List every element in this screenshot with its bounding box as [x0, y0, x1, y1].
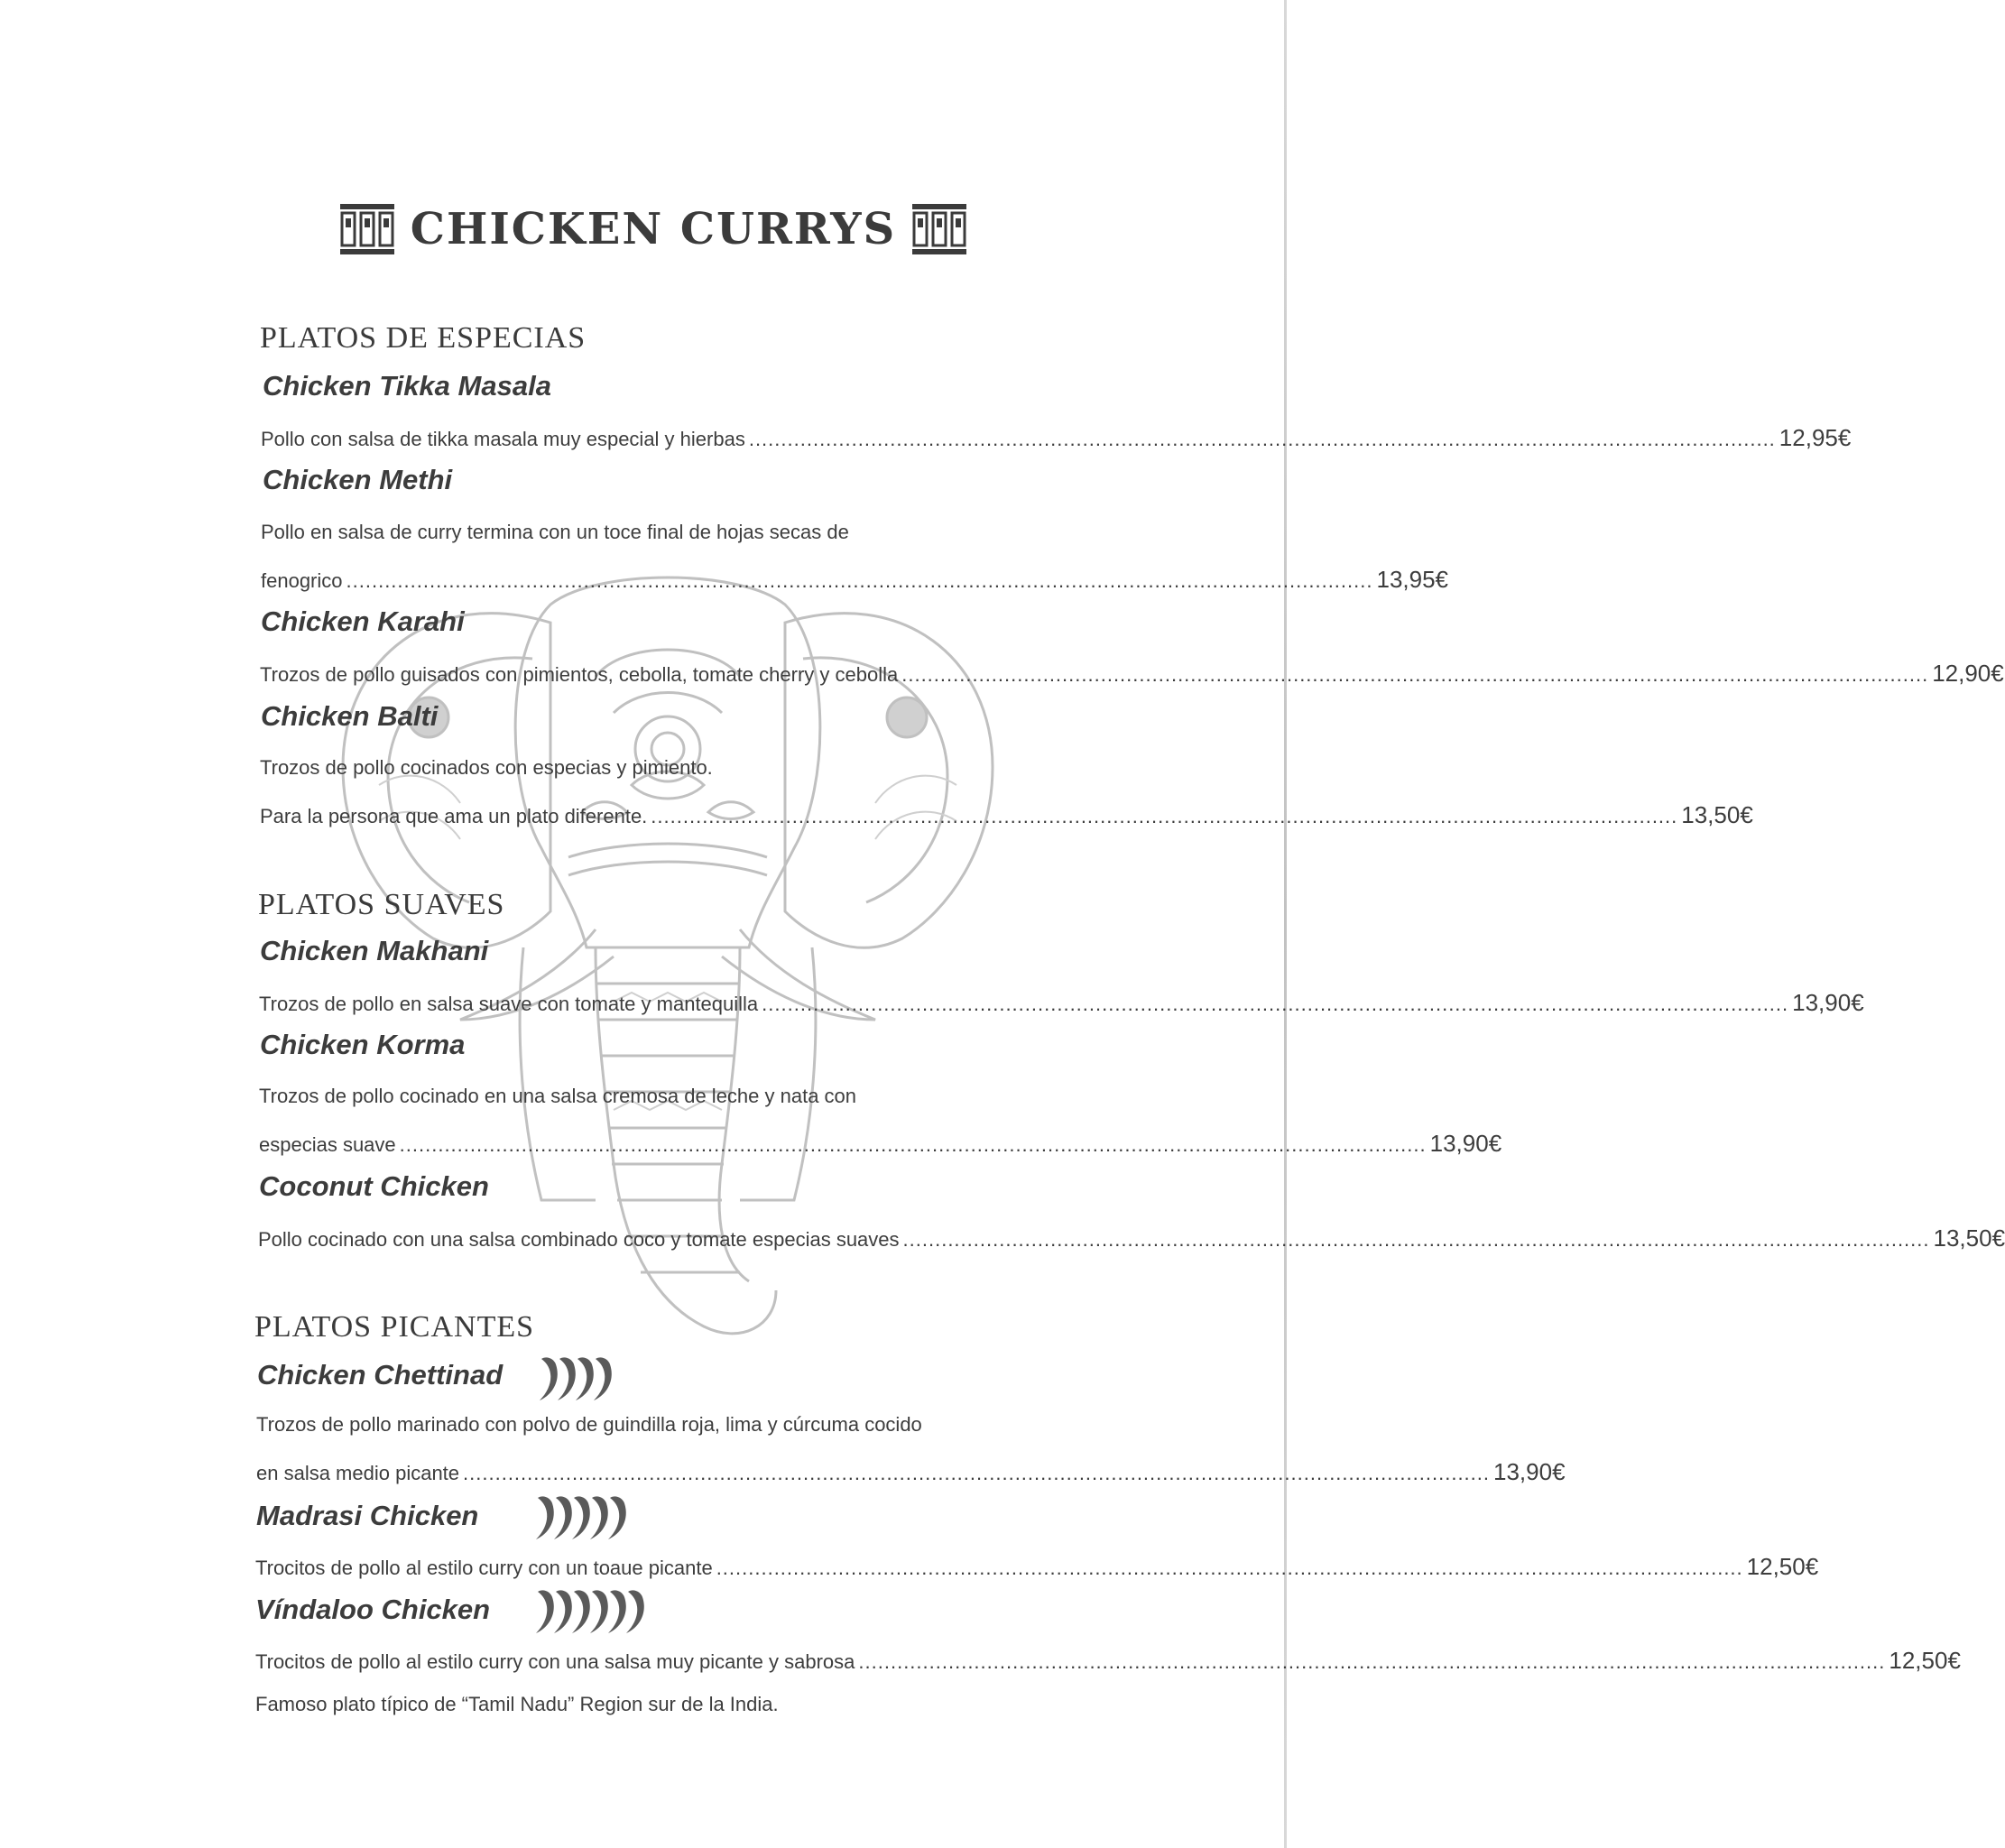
menu-item-description: fenogrico [261, 569, 343, 592]
menu-item-price-line [260, 801, 1753, 829]
dot-leader: ................................................................................................................................................................ [748, 428, 1776, 450]
menu-item-price-line [261, 424, 1852, 452]
menu-item-price-line [261, 566, 1449, 594]
menu-item-description: Pollo con salsa de tikka masala muy especial y hierbas [261, 428, 745, 450]
menu-item-description: Trozos de pollo marinado con polvo de guindilla roja, lima y cúrcuma cocido [256, 1413, 922, 1436]
menu-item-price-line [255, 1647, 1961, 1675]
menu-item-price: 13,90€ [1429, 1130, 1502, 1157]
menu-item-description: Pollo cocinado con una salsa combinado coco y tomate especias suaves [258, 1228, 900, 1251]
menu-item-name: Víndaloo Chicken [255, 1594, 491, 1625]
menu-item-description: Trocitos de pollo al estilo curry con una salsa muy picante y sabrosa [255, 1650, 855, 1673]
page-title: CHICKEN CURRYS [410, 204, 897, 254]
dot-leader: ................................................................................................................................................................ [901, 663, 1929, 686]
dot-leader: ................................................................................................................................................................ [399, 1133, 1427, 1156]
chili-pepper-icon [534, 1354, 615, 1406]
menu-item-price: 12,95€ [1779, 424, 1852, 451]
chili-pepper-icon [531, 1492, 632, 1545]
dot-leader: ................................................................................................................................................................ [346, 569, 1373, 592]
menu-item-name: Chicken Balti [261, 700, 439, 732]
menu-item-name: Chicken Tikka Masala [263, 370, 551, 402]
menu-item-name: Coconut Chicken [259, 1170, 489, 1202]
menu-item-description: Trozos de pollo cocinado en una salsa cremosa de leche y nata con [259, 1085, 857, 1107]
menu-item-description: Trozos de pollo cocinados con especias y pimiento. [260, 756, 713, 779]
menu-item-description: en salsa medio picante [256, 1462, 460, 1484]
menu-item-price: 13,95€ [1376, 566, 1449, 593]
menu-item-price-line [255, 1553, 1819, 1581]
section-title: PLATOS SUAVES [258, 888, 505, 921]
dot-leader: ................................................................................................................................................................ [716, 1557, 1743, 1579]
dot-leader: ................................................................................................................................................................ [762, 993, 1789, 1015]
menu-item-price-line [260, 660, 2004, 688]
ornamental-block-icon [910, 200, 968, 258]
menu-item-footnote: Famoso plato típico de “Tamil Nadu” Region sur de la India. [255, 1693, 779, 1715]
menu-item-description: Trozos de pollo en salsa suave con tomate y mantequilla [259, 993, 759, 1015]
dot-leader: ................................................................................................................................................................ [651, 805, 1678, 827]
menu-item-description: Trozos de pollo guisados con pimientos, cebolla, tomate cherry y cebolla [260, 663, 899, 686]
menu-item-name: Chicken Methi [263, 464, 453, 495]
menu-item-price: 13,90€ [1493, 1458, 1566, 1485]
dot-leader: ................................................................................................................................................................ [902, 1228, 1930, 1251]
menu-item-price: 13,50€ [1681, 801, 1753, 828]
dot-leader: ................................................................................................................................................................ [463, 1462, 1490, 1484]
menu-item-name: Madrasi Chicken [256, 1500, 479, 1531]
menu-item-price: 12,50€ [1889, 1647, 1961, 1674]
section-title: PLATOS PICANTES [254, 1310, 535, 1344]
page-header [0, 200, 1307, 258]
menu-item-name: Chicken Chettinad [257, 1359, 504, 1391]
menu-item-name: Chicken Karahi [261, 605, 465, 637]
ornamental-block-icon [338, 200, 396, 258]
menu-item-price: 13,90€ [1792, 989, 1864, 1016]
menu-item-price-line [259, 989, 1864, 1017]
menu-item-price: 13,50€ [1933, 1224, 2005, 1252]
menu-item-price: 12,50€ [1746, 1553, 1819, 1580]
menu-item-price-line [259, 1130, 1502, 1158]
menu-item-description: Para la persona que ama un plato diferente. [260, 805, 648, 827]
menu-item-name: Chicken Korma [260, 1029, 466, 1060]
menu-item-description: especias suave [259, 1133, 396, 1156]
menu-item-price-line [256, 1458, 1566, 1486]
menu-item-name: Chicken Makhani [260, 935, 489, 966]
menu-item-price-line [258, 1224, 2005, 1252]
menu-item-description: Pollo en salsa de curry termina con un toce final de hojas secas de [261, 521, 849, 543]
section-title: PLATOS DE ESPECIAS [260, 321, 587, 355]
menu-item-description: Trocitos de pollo al estilo curry con un toaue picante [255, 1557, 713, 1579]
menu-item-price: 12,90€ [1932, 660, 2004, 687]
dot-leader: ................................................................................................................................................................ [858, 1650, 1886, 1673]
chili-pepper-icon [531, 1586, 650, 1639]
